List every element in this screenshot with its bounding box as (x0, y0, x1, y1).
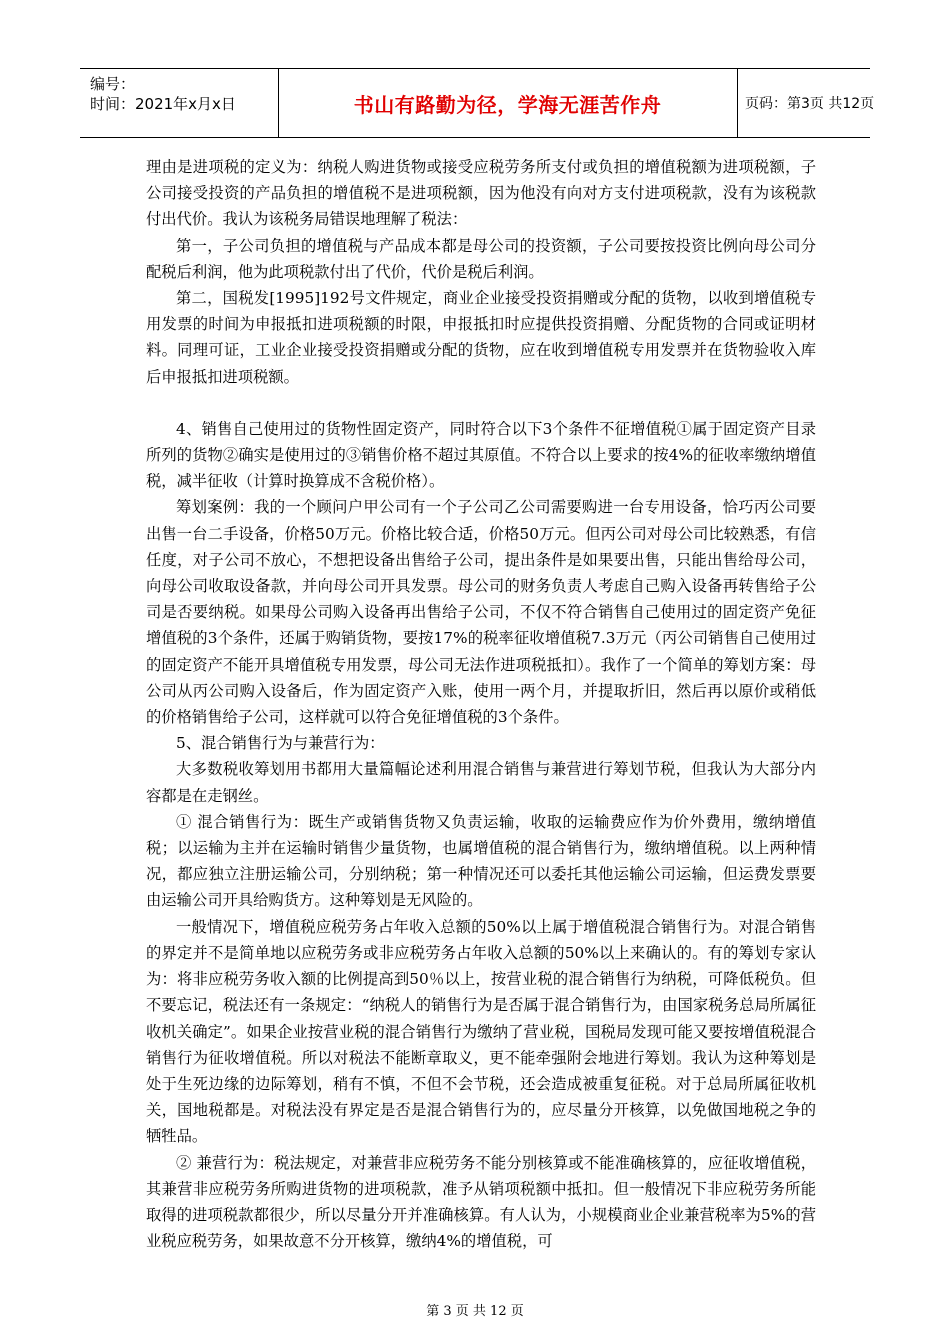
page-header (80, 68, 875, 138)
body-paragraph: 大多数税收筹划用书都用大量篇幅论述利用混合销售与兼营进行筹划节税，但我认为大部分内容都是在走钢丝。 (146, 760, 816, 805)
body-paragraph: 理由是进项税的定义为：纳税人购进货物或接受应税劳务所支付或负担的增值税额为进项税额，子公司接受投资的产品负担的增值税不是进项税额，因为他没有向对方支付进项税款，没有为该税款付出代价。我认为该税务局错误地理解了税法： (146, 158, 816, 229)
body-paragraph: 第二，国税发[1995]192号文件规定，商业企业接受投资捐赠或分配的货物，以收到增值税专用发票的时间为申报抵扣进项税额的时限，申报抵扣时应提供投资捐赠、分配货物的合同或证明材料。同理可证，工业企业接受投资捐赠或分配的货物，应在收到增值税专用发票并在货物验收入库后申报抵扣进项税额。 (146, 289, 816, 386)
header-motto-cell (278, 69, 738, 137)
document-body (146, 154, 816, 1254)
body-paragraph: 4、销售自己使用过的货物性固定资产，同时符合以下3个条件不征增值税①属于固定资产目录所列的货物②确实是使用过的③销售价格不超过其原值。不符合以上要求的按4%的征收率缴纳增值税，减半征收（计算时换算成不含税价格）。 (146, 419, 816, 491)
body-paragraph: 5、混合销售行为与兼营行为： (176, 734, 385, 753)
page-footer: 第 3 页 共 12 页 (426, 1304, 524, 1319)
header-page-info-cell (737, 69, 875, 137)
header-page-info: 页码：第3页 共12页 (745, 96, 875, 112)
paragraph-gap (146, 390, 816, 416)
body-paragraph: 第一，子公司负担的增值税与产品成本都是母公司的投资额，子公司要按投资比例向母公司分配税后利润，他为此项税款付出了代价，代价是税后利润。 (146, 236, 816, 281)
body-paragraph: 筹划案例：我的一个顾问户甲公司有一个子公司乙公司需要购进一台专用设备，恰巧丙公司要出售一台二手设备，价格50万元。价格比较合适，价格50万元。但丙公司对母公司比较熟悉，有信任度，对子公司不放心，不想把设备出售给子公司，提出条件是如果要出售，只能出售给母公司，向母公司收取设备款，并向母公司开具发票。母公司的财务负责人考虑自己购入设备再转售给子公司是否要纳税。如果母公司购入设备再出售给子公司，不仅不符合销售自己使用过的固定资产免征增值税的3个条件，还属于购销货物，要按17%的税率征收增值税7.3万元（丙公司销售自己使用过的固定资产不能开具增值税专用发票，母公司无法作进项税抵扣）。我作了一个简单的筹划方案：母公司从丙公司购入设备后，作为固定资产入账，使用一两个月，并提取折旧，然后再以原价或稍低的价格销售给子公司，这样就可以符合免征增值税的3个条件。 (146, 498, 816, 727)
body-paragraph: 一般情况下，增值税应税劳务占年收入总额的50%以上属于增值税混合销售行为。对混合销售的界定并不是简单地以应税劳务或非应税劳务占年收入总额的50%以上来确认的。有的筹划专家认为：将非应税劳务收入额的比例提高到50％以上，按营业税的混合销售行为纳税，可降低税负。但不要忘记，税法还有一条规定：“纳税人的销售行为是否属于混合销售行为，由国家税务总局所属征收机关确定”。如果企业按营业税的混合销售行为缴纳了营业税，国税局发现可能又要按增值税混合销售行为征收增值税。所以对税法不能断章取义，更不能牵强附会地进行筹划。我认为这种筹划是处于生死边缘的边际筹划，稍有不慎，不但不会节税，还会造成被重复征税。对于总局所属征收机关，国地税都是。对税法没有界定是否是混合销售行为的，应尽量分开核算，以免做国地税之争的牺牲品。 (146, 917, 816, 1146)
body-paragraph: ① 混合销售行为：既生产或销售货物又负责运输，收取的运输费应作为价外费用，缴纳增值税；以运输为主并在运输时销售少量货物，也属增值税的混合销售行为，缴纳增值税。以上两种情况，都应独立注册运输公司，分别纳税；第一种情况还可以委托其他运输公司运输，但运费发票要由运输公司开具给购货方。这种筹划是无风险的。 (146, 812, 816, 910)
document-number-label: 编号： (90, 75, 136, 93)
header-meta (80, 69, 279, 137)
header-motto: 书山有路勤为径，学海无涯苦作舟 (353, 92, 662, 117)
body-paragraph: ② 兼营行为：税法规定，对兼营非应税劳务不能分别核算或不能准确核算的，应征收增值税，其兼营非应税劳务所购进货物的进项税款，准予从销项税额中抵扣。但一般情况下非应税劳务所能取得的进项税款都很少，所以尽量分开并准确核算。有人认为，小规模商业企业兼营税率为5%的营业税应税劳务，如果故意不分开核算，缴纳4%的增值税，可 (146, 1153, 816, 1251)
document-date: 时间：2021年x月x日 (90, 95, 236, 113)
